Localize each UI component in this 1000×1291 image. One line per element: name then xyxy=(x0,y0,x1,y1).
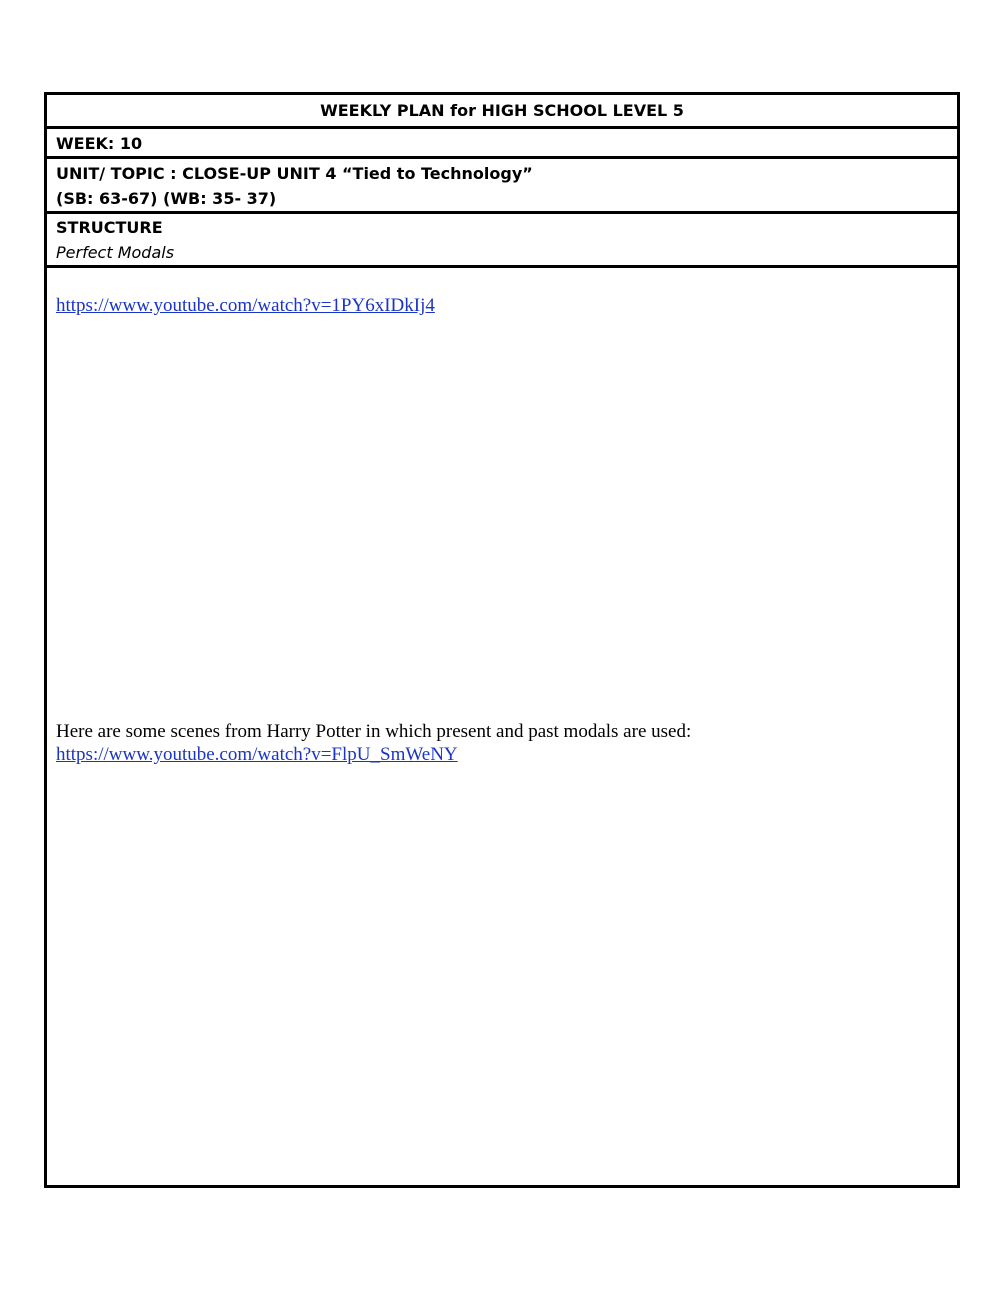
structure-label: STRUCTURE xyxy=(56,218,163,237)
harry-potter-description: Here are some scenes from Harry Potter in which present and past modals are used: xyxy=(56,721,692,742)
unit-topic-pages: (SB: 63-67) (WB: 35- 37) xyxy=(56,189,277,208)
content-cell xyxy=(47,268,957,1185)
unit-topic-row xyxy=(47,159,957,214)
weekly-plan-table xyxy=(44,92,960,1188)
plan-title-row xyxy=(47,95,957,129)
youtube-link-1[interactable]: https://www.youtube.com/watch?v=1PY6xIDkIj4 xyxy=(56,295,435,316)
harry-potter-section xyxy=(56,720,691,766)
youtube-link-2[interactable]: https://www.youtube.com/watch?v=FlpU_SmWeNY xyxy=(56,744,458,765)
week-label: WEEK: 10 xyxy=(56,134,143,153)
week-row xyxy=(47,129,957,159)
plan-title: WEEKLY PLAN for HIGH SCHOOL LEVEL 5 xyxy=(320,101,684,120)
structure-row xyxy=(47,214,957,268)
unit-topic-title: UNIT/ TOPIC : CLOSE-UP UNIT 4 “Tied to Technology” xyxy=(56,164,533,183)
structure-value: Perfect Modals xyxy=(56,243,175,262)
